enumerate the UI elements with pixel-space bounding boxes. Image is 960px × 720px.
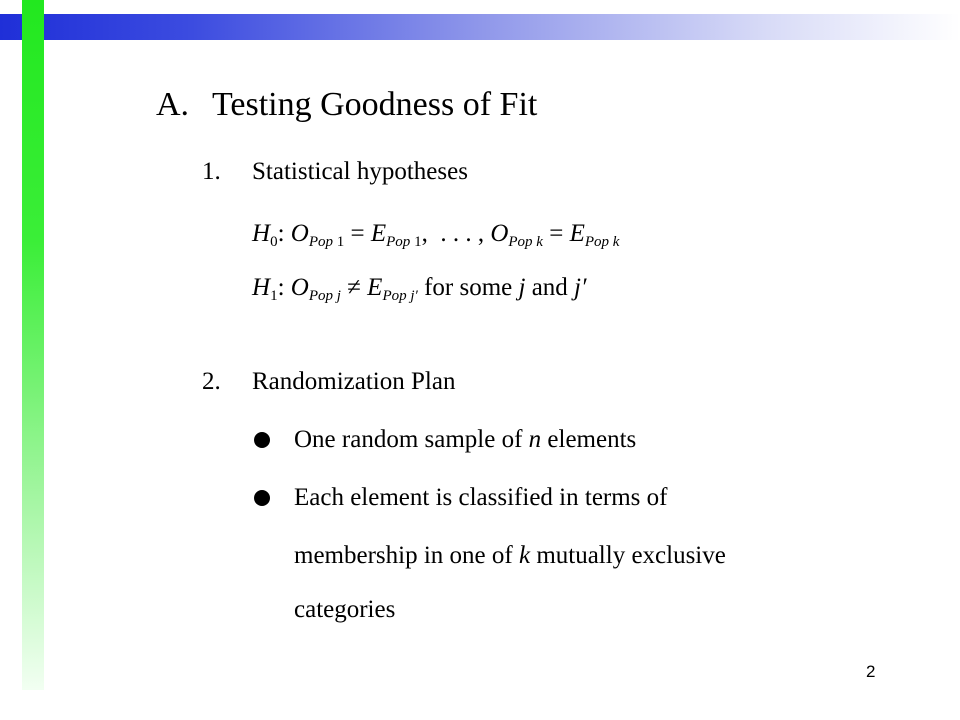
section-2-heading <box>202 368 455 396</box>
section-1-heading <box>202 158 468 186</box>
section-2-label: Randomization Plan <box>252 368 456 395</box>
title-text: Testing Goodness of Fit <box>212 86 538 123</box>
section-1-number: 1. <box>202 158 221 185</box>
bullet-2-var: k <box>518 542 531 569</box>
bullet-1-text <box>294 426 636 454</box>
bullet-1-dot <box>254 432 270 448</box>
decorative-left-bar <box>22 0 44 690</box>
bullet-1-pre: One random sample of <box>294 426 529 453</box>
section-2-number: 2. <box>202 368 221 395</box>
null-hypothesis: $H_0$: $O_{Pop 1} = E_{Pop 1}$, . . . , $O_{Pop k} = E_{Pop k}$ <box>252 220 620 250</box>
decorative-top-bar <box>0 14 960 40</box>
bullet-2-post: mutually exclusive <box>530 542 726 569</box>
bullet-2-pre: membership in one of <box>294 542 519 569</box>
alternative-hypothesis: $H_1$: $O_{Pop j} \ne E_{Pop j'}$ for some j and j′ <box>252 274 587 304</box>
bullet-2-line-1: Each element is classified in terms of <box>294 484 668 511</box>
title-number: A. <box>156 86 190 123</box>
slide-title <box>156 86 537 124</box>
section-1-label: Statistical hypotheses <box>252 158 468 185</box>
bullet-2-line-3: categories <box>294 596 396 623</box>
page-number: 2 <box>866 662 876 681</box>
bullet-2-line-2 <box>294 542 726 570</box>
bullet-1-post: elements <box>541 426 637 453</box>
bullet-1-var: n <box>528 426 542 453</box>
bullet-2-dot <box>254 490 270 506</box>
